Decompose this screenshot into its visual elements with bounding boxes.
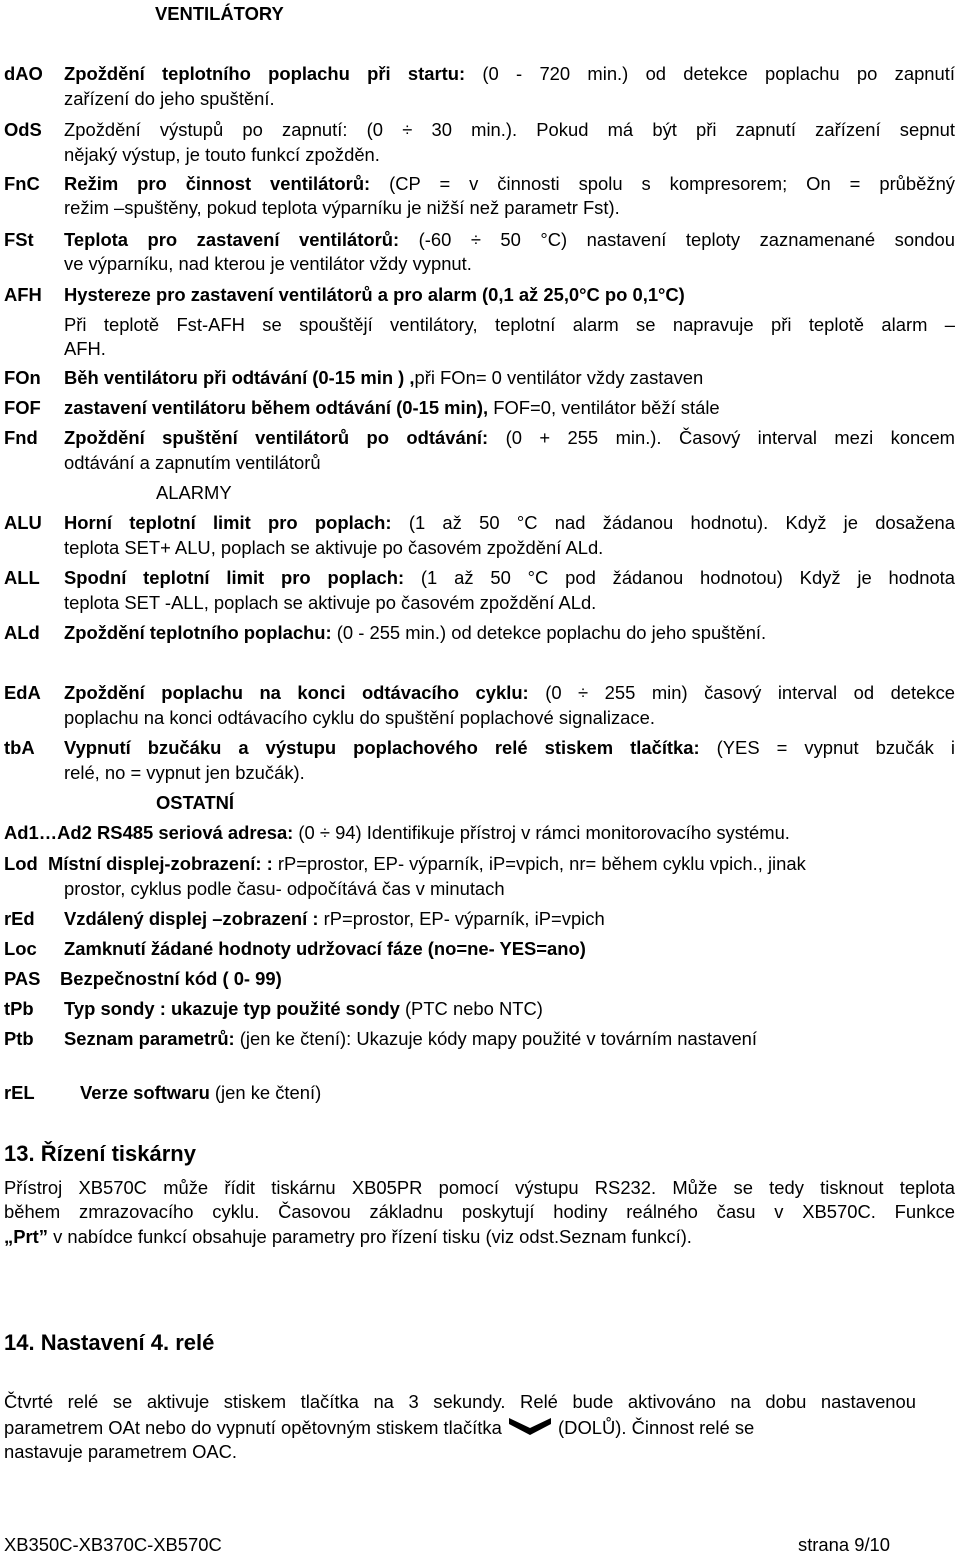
param-desc-fnd-line2: odtávání a zapnutím ventilátorů	[64, 452, 321, 473]
param-desc-all: Spodní teplotní limit pro poplach: (1 až 50 °C pod žádanou hodnotou) Když je hodnota	[64, 567, 956, 588]
section-14-title: 14. Nastavení 4. relé	[4, 1330, 215, 1355]
param-desc-fof: zastavení ventilátoru během odtávání (0-15 min), FOF=0, ventilátor běží stále	[64, 397, 720, 418]
param-desc-tba-line2: relé, no = vypnut jen bzučák).	[64, 762, 305, 783]
param-code-dao: dAO	[4, 63, 43, 84]
param-desc-rel: Verze softwaru (jen ke čtení)	[80, 1082, 322, 1103]
param-code-loc: Loc	[4, 938, 37, 959]
param-desc-afh-line2: Při teplotě Fst-AFH se spouštějí ventilátory, teplotní alarm se napravuje při teplotě alarm –	[64, 314, 955, 335]
section-14-line2: parametrem OAt nebo do vypnutí opětovným stiskem tlačítka (DOLŮ). Činnost relé se	[4, 1416, 754, 1442]
param-code-afh: AFH	[4, 284, 42, 305]
section-13-line3: „Prt” v nabídce funkcí obsahuje parametry pro řízení tisku (viz odst.Seznam funkcí).	[4, 1226, 692, 1247]
param-code-rel: rEL	[4, 1082, 35, 1103]
param-code-ods: OdS	[4, 119, 42, 140]
param-code-tpb: tPb	[4, 998, 34, 1019]
param-code-red: rEd	[4, 908, 35, 929]
param-desc-pas: Bezpečnostní kód ( 0- 99)	[60, 968, 282, 989]
param-code-eda: EdA	[4, 682, 41, 703]
section-13-line1: Přístroj XB570C může řídit tiskárnu XB05PR pomocí výstupu RS232. Může se tedy tisknout teplota	[4, 1177, 955, 1198]
param-desc-ad1-ad2: Ad1…Ad2 RS485 seriová adresa: (0 ÷ 94) Identifikuje přístroj v rámci monitorovacího systému.	[4, 822, 790, 843]
section-13-title: 13. Řízení tiskárny	[4, 1141, 196, 1166]
param-code-fof: FOF	[4, 397, 41, 418]
param-code-all: ALL	[4, 567, 40, 588]
param-desc-dao-line2: zařízení do jeho spuštění.	[64, 88, 275, 109]
down-key-icon	[507, 1416, 553, 1442]
param-desc-fst: Teplota pro zastavení ventilátorů: (-60 ÷ 50 °C) nastavení teploty zaznamenané sondou	[64, 229, 955, 250]
param-desc-all-line2: teplota SET -ALL, poplach se aktivuje po časovém zpoždění ALd.	[64, 592, 597, 613]
param-desc-eda: Zpoždění poplachu na konci odtávacího cyklu: (0 ÷ 255 min) časový interval od detekce	[64, 682, 955, 703]
param-desc-tpb: Typ sondy : ukazuje typ použité sondy (PTC nebo NTC)	[64, 998, 543, 1019]
param-code-pas: PAS	[4, 968, 41, 989]
param-desc-red: Vzdálený displej –zobrazení : rP=prostor, EP- výparník, iP=vpich	[64, 908, 605, 929]
section-heading-alarmy: ALARMY	[156, 482, 232, 503]
param-desc-afh-line3: AFH.	[64, 338, 106, 359]
param-desc-ptb: Seznam parametrů: (jen ke čtení): Ukazuje kódy mapy použité v továrním nastavení	[64, 1028, 758, 1049]
footer-document-id: XB350C-XB370C-XB570C	[4, 1534, 222, 1555]
param-code-fnd: Fnd	[4, 427, 38, 448]
param-code-fst: FSt	[4, 229, 34, 250]
param-desc-tba: Vypnutí bzučáku a výstupu poplachového relé stiskem tlačítka: (YES = vypnut bzučák i	[64, 737, 955, 758]
param-desc-lod-line2: prostor, cyklus podle času- odpočítává čas v minutach	[64, 878, 505, 899]
param-desc-ald: Zpoždění teplotního poplachu: (0 - 255 min.) od detekce poplachu do jeho spuštění.	[64, 622, 767, 643]
param-code-ald: ALd	[4, 622, 40, 643]
param-desc-alu: Horní teplotní limit pro poplach: (1 až 50 °C nad žádanou hodnotu). Když je dosažena	[64, 512, 955, 533]
param-code-fnc: FnC	[4, 173, 40, 194]
param-desc-afh: Hystereze pro zastavení ventilátorů a pro alarm (0,1 až 25,0°C po 0,1°C)	[64, 284, 685, 305]
section-heading-ventilatory: VENTILÁTORY	[155, 3, 284, 24]
param-desc-loc: Zamknutí žádané hodnoty udržovací fáze (no=ne- YES=ano)	[64, 938, 586, 959]
param-code-ptb: Ptb	[4, 1028, 34, 1049]
param-desc-fnc-line2: režim –spuštěny, pokud teplota výparníku je nižší než parametr Fst).	[64, 197, 620, 218]
footer-page-number: strana 9/10	[798, 1534, 891, 1555]
section-14-line1: Čtvrté relé se aktivuje stiskem tlačítka na 3 sekundy. Relé bude aktivováno na dobu nastavenou	[4, 1391, 916, 1412]
param-code-alu: ALU	[4, 512, 42, 533]
section-14-line3: nastavuje parametrem OAC.	[4, 1441, 238, 1462]
param-desc-fnc: Režim pro činnost ventilátorů: (CP = v činnosti spolu s kompresorem; On = průběžný	[64, 173, 955, 194]
param-desc-eda-line2: poplachu na konci odtávacího cyklu do spuštění poplachové signalizace.	[64, 707, 655, 728]
param-code-fon: FOn	[4, 367, 41, 388]
param-desc-dao: Zpoždění teplotního poplachu při startu: (0 - 720 min.) od detekce poplachu po zapnutí	[64, 63, 955, 84]
param-code-tba: tbA	[4, 737, 35, 758]
section-heading-ostatni: OSTATNÍ	[156, 792, 234, 813]
param-desc-lod: Lod Místní displej-zobrazení: : rP=prostor, EP- výparník, iP=vpich, nr= během cyklu vpich., jinak	[4, 853, 806, 874]
param-desc-fon: Běh ventilátoru při odtávání (0-15 min ) ,při FOn= 0 ventilátor vždy zastaven	[64, 367, 704, 388]
param-desc-fst-line2: ve výparníku, nad kterou je ventilátor vždy vypnut.	[64, 253, 472, 274]
param-desc-ods-line2: nějaký výstup, je touto funkcí zpožděn.	[64, 144, 380, 165]
param-desc-ods: Zpoždění výstupů po zapnutí: (0 ÷ 30 min.). Pokud má být při zapnutí zařízení sepnut	[64, 119, 955, 140]
param-desc-fnd: Zpoždění spuštění ventilátorů po odtávání: (0 + 255 min.). Časový interval mezi koncem	[64, 427, 955, 448]
section-13-line2: během zmrazovacího cyklu. Časovou základnu poskytují hodiny reálného času v XB570C. Funkce	[4, 1201, 955, 1222]
param-desc-alu-line2: teplota SET+ ALU, poplach se aktivuje po časovém zpoždění ALd.	[64, 537, 604, 558]
